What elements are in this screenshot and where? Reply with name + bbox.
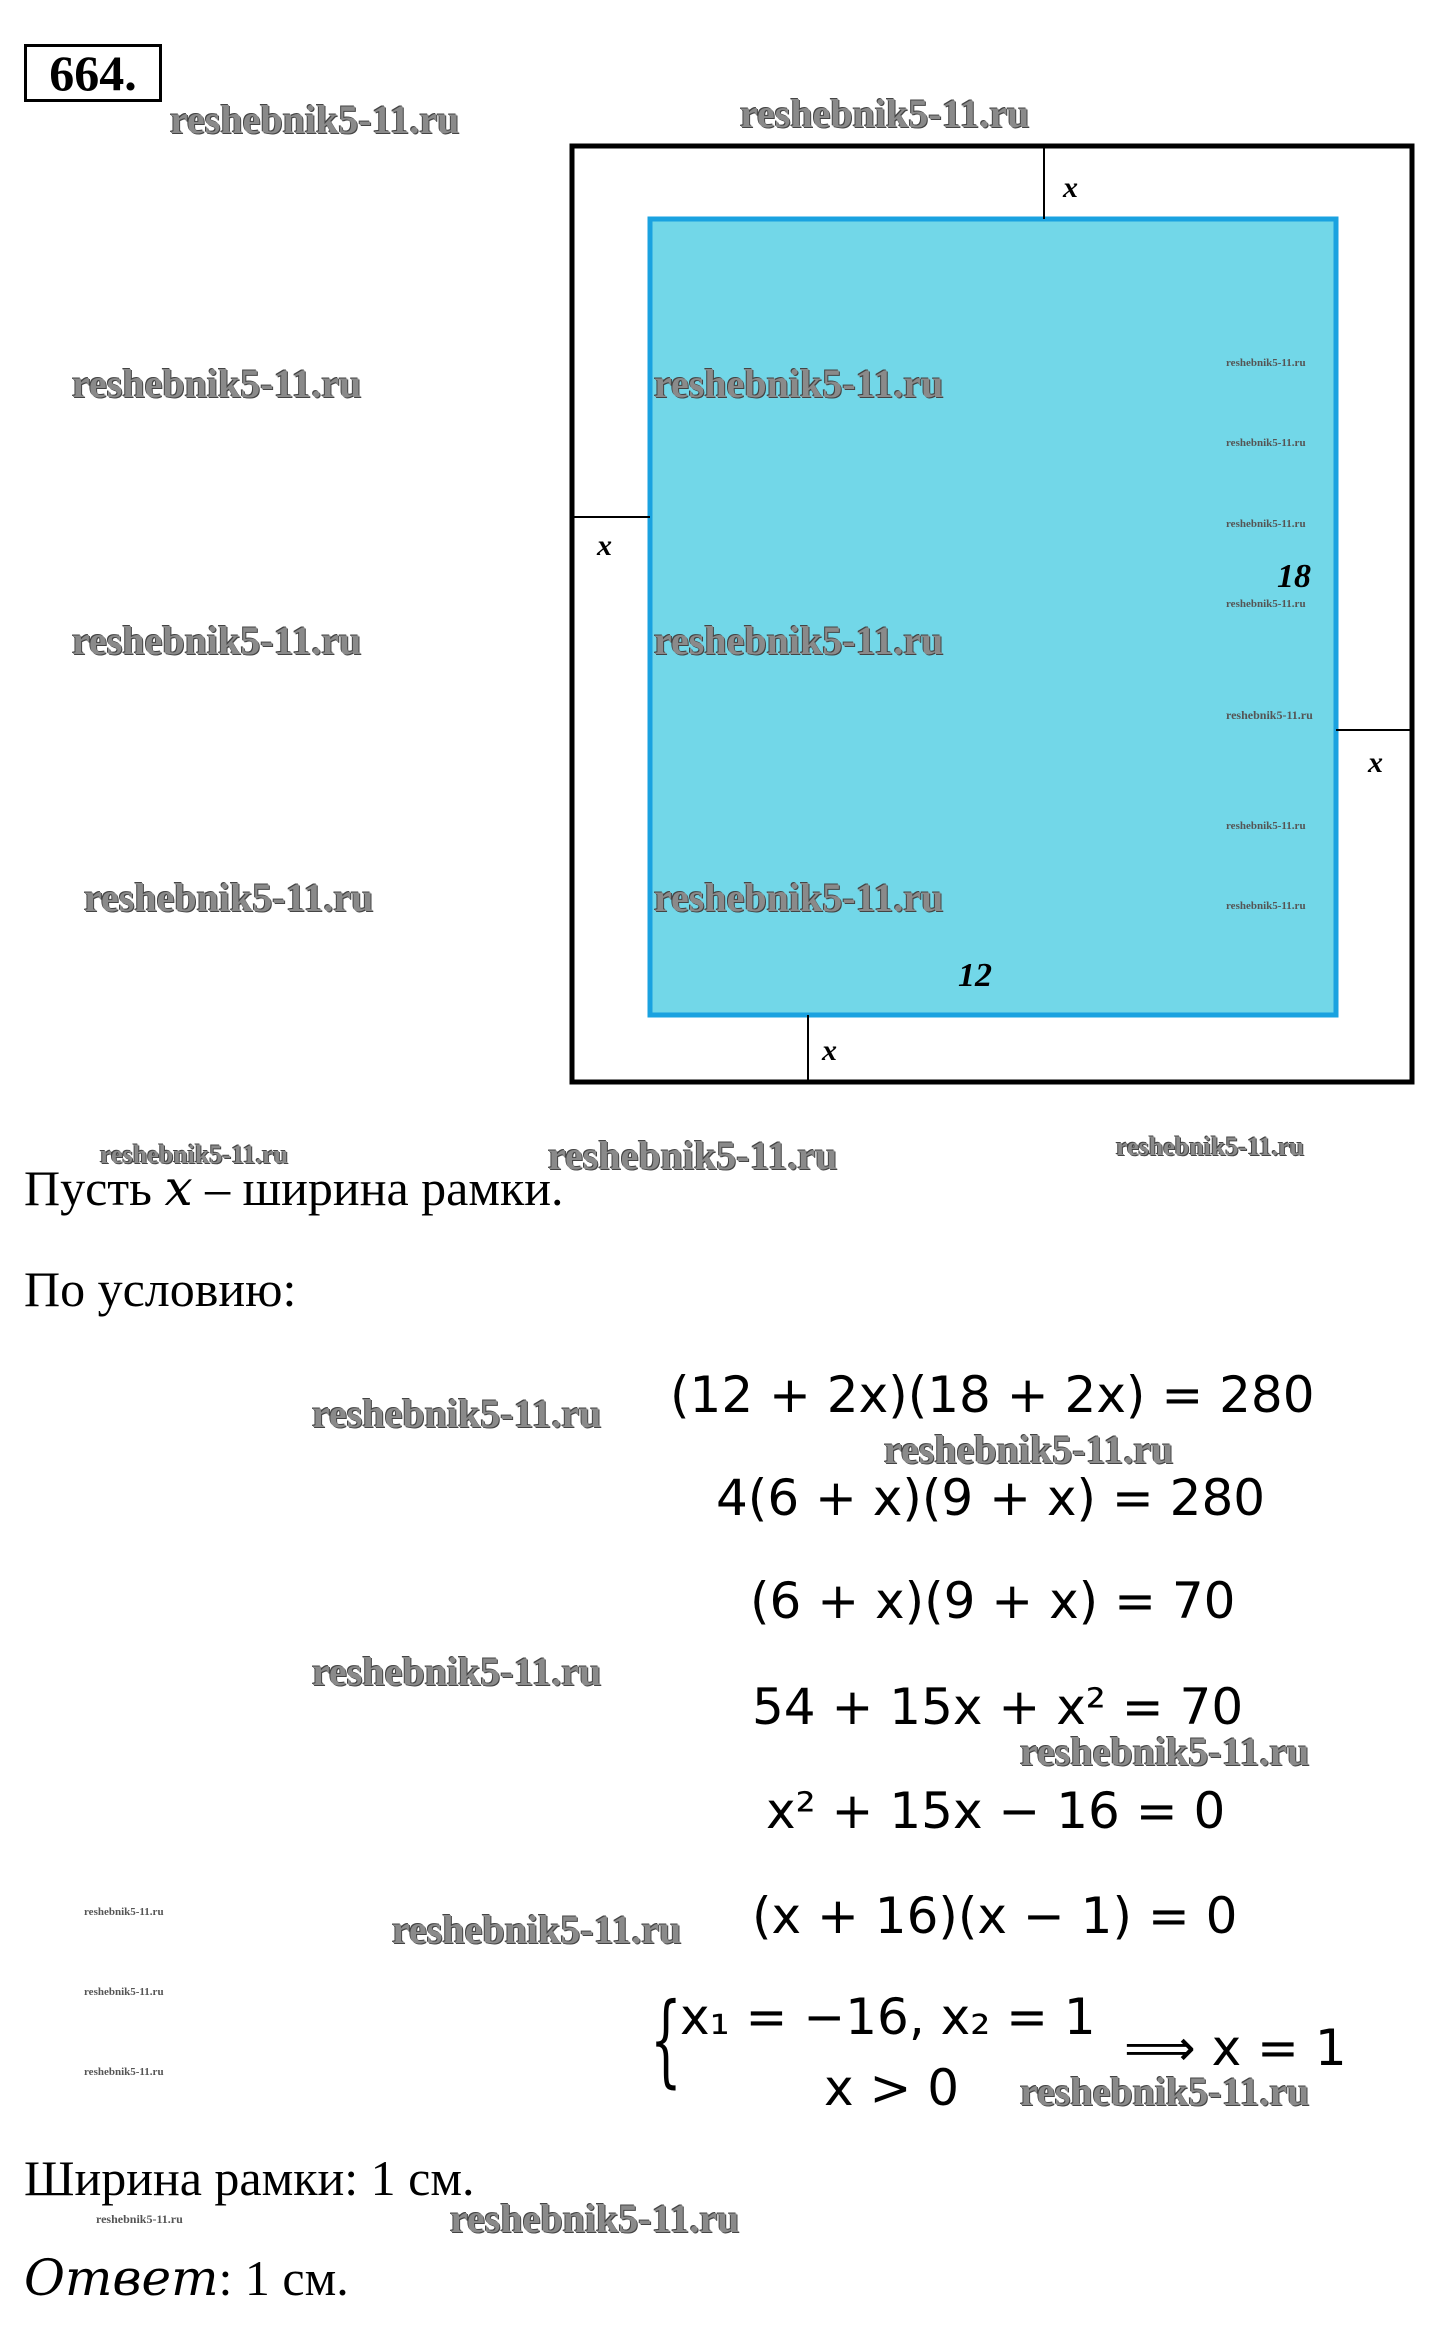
watermark: reshebnik5-11.ru xyxy=(740,91,1030,136)
watermark: reshebnik5-11.ru xyxy=(1226,437,1306,449)
watermark: reshebnik5-11.ru xyxy=(84,1906,164,1918)
watermark: reshebnik5-11.ru xyxy=(450,2196,740,2241)
watermark: reshebnik5-11.ru xyxy=(1226,598,1306,610)
label-x-bottom: x xyxy=(822,1034,837,1067)
watermark: reshebnik5-11.ru xyxy=(654,618,944,663)
watermark: reshebnik5-11.ru xyxy=(1226,518,1306,530)
watermark: reshebnik5-11.ru xyxy=(1116,1132,1305,1161)
equation-2: 4(6 + x)(9 + x) = 280 xyxy=(716,1469,1266,1527)
watermark: reshebnik5-11.ru xyxy=(1226,820,1306,832)
watermark: reshebnik5-11.ru xyxy=(84,2066,164,2078)
watermark: reshebnik5-11.ru xyxy=(654,361,944,406)
label-side-18: 18 xyxy=(1277,558,1311,595)
watermark: reshebnik5-11.ru xyxy=(884,1427,1174,1472)
final-answer: Ответ: 1 см. xyxy=(24,2249,349,2307)
condition-heading: По условию: xyxy=(24,1261,297,1317)
let-statement: Пусть x – ширина рамки. xyxy=(24,1159,564,1217)
watermark: reshebnik5-11.ru xyxy=(1226,708,1313,722)
system-line-1: x₁ = −16, x₂ = 1 xyxy=(680,1988,1096,2046)
watermark: reshebnik5-11.ru xyxy=(170,97,460,142)
watermark: reshebnik5-11.ru xyxy=(1226,900,1306,912)
system-result: ⟹ x = 1 xyxy=(1124,2019,1347,2077)
watermark: reshebnik5-11.ru xyxy=(548,1133,838,1178)
watermark: reshebnik5-11.ru xyxy=(1020,2069,1310,2114)
watermark: reshebnik5-11.ru xyxy=(392,1907,682,1952)
label-x-right: x xyxy=(1368,746,1383,779)
equation-6: (x + 16)(x − 1) = 0 xyxy=(752,1887,1238,1945)
equation-3: (6 + x)(9 + x) = 70 xyxy=(750,1572,1236,1630)
system-line-2: x > 0 xyxy=(824,2059,960,2117)
system-brace: { xyxy=(650,1981,682,2098)
label-x-top: x xyxy=(1063,171,1078,204)
label-side-12: 12 xyxy=(958,957,992,994)
watermark: reshebnik5-11.ru xyxy=(312,1649,602,1694)
watermark: reshebnik5-11.ru xyxy=(84,1986,164,1998)
watermark: reshebnik5-11.ru xyxy=(100,1140,289,1169)
watermark: reshebnik5-11.ru xyxy=(96,2212,183,2226)
watermark: reshebnik5-11.ru xyxy=(72,361,362,406)
watermark: reshebnik5-11.ru xyxy=(1226,357,1306,369)
equation-5: x² + 15x − 16 = 0 xyxy=(766,1782,1226,1840)
answer-line: Ширина рамки: 1 см. xyxy=(24,2150,475,2206)
label-x-left: x xyxy=(597,529,612,562)
watermark: reshebnik5-11.ru xyxy=(1020,1729,1310,1774)
equation-1: (12 + 2x)(18 + 2x) = 280 xyxy=(670,1366,1315,1424)
watermark: reshebnik5-11.ru xyxy=(84,875,374,920)
watermark: reshebnik5-11.ru xyxy=(312,1391,602,1436)
frame-figure xyxy=(0,0,1445,1100)
watermark: reshebnik5-11.ru xyxy=(654,875,944,920)
problem-number: 664. xyxy=(24,44,162,102)
watermark: reshebnik5-11.ru xyxy=(72,618,362,663)
equation-4: 54 + 15x + x² = 70 xyxy=(752,1678,1244,1736)
